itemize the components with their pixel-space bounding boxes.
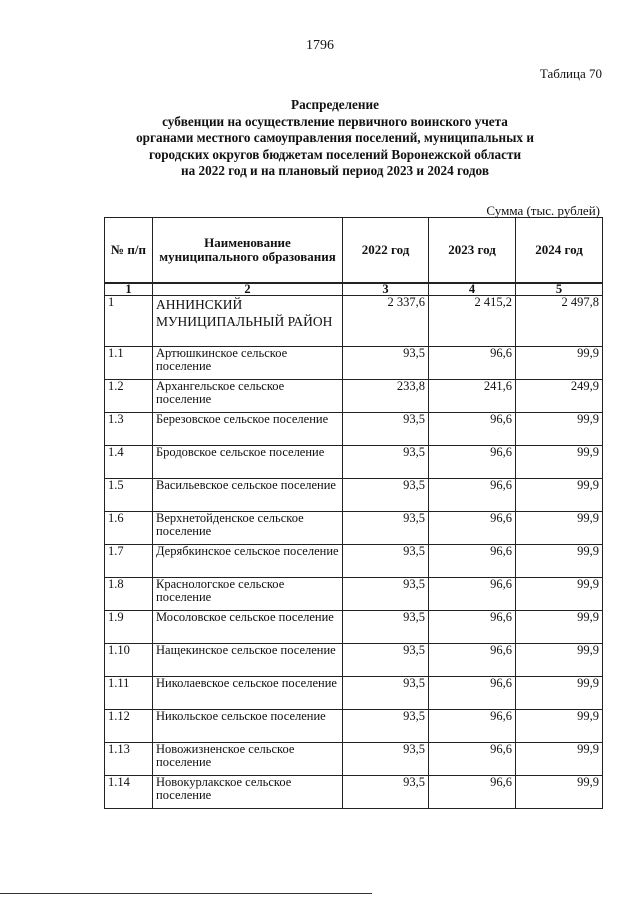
row-number: 1.10 (105, 644, 153, 677)
settlement-name: Верхнетойденское сельское поселение (153, 512, 343, 545)
table-row (105, 644, 603, 677)
value-2023: 96,6 (429, 677, 516, 710)
table-row (105, 512, 603, 545)
value-2023: 96,6 (429, 545, 516, 578)
value-2022: 93,5 (343, 347, 429, 380)
settlement-name: Мосоловское сельское поселение (153, 611, 343, 644)
value-2023: 96,6 (429, 446, 516, 479)
settlement-name: Новокурлакское сельское поселение (153, 776, 343, 809)
subvention-table (104, 217, 603, 809)
value-2023: 241,6 (429, 380, 516, 413)
value-2024: 99,9 (516, 347, 603, 380)
value-2022: 2 337,6 (343, 296, 429, 347)
row-number: 1.6 (105, 512, 153, 545)
value-2024: 99,9 (516, 743, 603, 776)
district-row (105, 296, 603, 347)
value-2024: 99,9 (516, 512, 603, 545)
table-row (105, 413, 603, 446)
settlement-name: Архангельское сельское поселение (153, 380, 343, 413)
value-2023: 96,6 (429, 512, 516, 545)
row-number: 1 (105, 296, 153, 347)
document-title (100, 97, 570, 180)
table-row (105, 578, 603, 611)
title-line: городских округов бюджетам поселений Воронежской области (148, 146, 522, 162)
footnote-separator (0, 893, 372, 894)
value-2024: 99,9 (516, 479, 603, 512)
settlement-name: Краснологское сельское поселение (153, 578, 343, 611)
header-2023: 2023 год (429, 218, 516, 284)
row-number: 1.13 (105, 743, 153, 776)
value-2023: 96,6 (429, 611, 516, 644)
column-number: 1 (105, 283, 153, 296)
header-2024: 2024 год (516, 218, 603, 284)
value-2022: 93,5 (343, 479, 429, 512)
value-2024: 99,9 (516, 611, 603, 644)
value-2023: 96,6 (429, 479, 516, 512)
title-line: Распределение (291, 97, 379, 112)
table-header-row (105, 218, 603, 284)
table-row (105, 545, 603, 578)
settlement-name: Дерябкинское сельское поселение (153, 545, 343, 578)
column-number: 2 (153, 283, 343, 296)
row-number: 1.7 (105, 545, 153, 578)
table-row (105, 479, 603, 512)
value-2023: 96,6 (429, 644, 516, 677)
settlement-name: Нащекинское сельское поселение (153, 644, 343, 677)
value-2022: 93,5 (343, 545, 429, 578)
value-2022: 93,5 (343, 512, 429, 545)
value-2024: 99,9 (516, 710, 603, 743)
value-2022: 93,5 (343, 743, 429, 776)
value-2023: 96,6 (429, 710, 516, 743)
row-number: 1.1 (105, 347, 153, 380)
settlement-name: Бродовское сельское поселение (153, 446, 343, 479)
table-row (105, 446, 603, 479)
value-2022: 93,5 (343, 677, 429, 710)
value-2024: 99,9 (516, 578, 603, 611)
column-number: 4 (429, 283, 516, 296)
value-2022: 93,5 (343, 710, 429, 743)
value-2023: 96,6 (429, 578, 516, 611)
value-2024: 99,9 (516, 413, 603, 446)
table-row (105, 776, 603, 809)
table-row (105, 677, 603, 710)
row-number: 1.5 (105, 479, 153, 512)
row-number: 1.14 (105, 776, 153, 809)
row-number: 1.8 (105, 578, 153, 611)
header-num: № п/п (105, 218, 153, 284)
value-2023: 2 415,2 (429, 296, 516, 347)
district-name: АННИНСКИЙ МУНИЦИПАЛЬНЫЙ РАЙОН (153, 296, 343, 347)
column-number: 5 (516, 283, 603, 296)
header-2022: 2022 год (343, 218, 429, 284)
table-row (105, 347, 603, 380)
settlement-name: Березовское сельское поселение (153, 413, 343, 446)
title-line: органами местного самоуправления поселений, муниципальных и (136, 130, 534, 145)
value-2023: 96,6 (429, 776, 516, 809)
settlement-name: Васильевское сельское поселение (153, 479, 343, 512)
value-2023: 96,6 (429, 347, 516, 380)
settlement-name: Новожизненское сельское поселение (153, 743, 343, 776)
title-line: на 2022 год и на плановый период 2023 и 2024 годов (181, 163, 489, 178)
value-2023: 96,6 (429, 413, 516, 446)
row-number: 1.3 (105, 413, 153, 446)
value-2024: 99,9 (516, 776, 603, 809)
table-row (105, 380, 603, 413)
table-row (105, 743, 603, 776)
table-row (105, 710, 603, 743)
settlement-name: Артюшкинское сельское поселение (153, 347, 343, 380)
table-row (105, 611, 603, 644)
row-number: 1.11 (105, 677, 153, 710)
value-2024: 99,9 (516, 644, 603, 677)
sum-units-label: Сумма (тыс. рублей) (486, 203, 600, 218)
row-number: 1.2 (105, 380, 153, 413)
settlement-name: Николаевское сельское поселение (153, 677, 343, 710)
value-2022: 93,5 (343, 413, 429, 446)
value-2022: 93,5 (343, 644, 429, 677)
value-2024: 249,9 (516, 380, 603, 413)
value-2024: 99,9 (516, 545, 603, 578)
value-2022: 93,5 (343, 446, 429, 479)
column-numbers-row (105, 283, 603, 296)
value-2022: 93,5 (343, 776, 429, 809)
header-name: Наименование муниципального образования (153, 218, 343, 284)
value-2022: 93,5 (343, 578, 429, 611)
table-label: Таблица 70 (539, 66, 602, 81)
row-number: 1.9 (105, 611, 153, 644)
row-number: 1.4 (105, 446, 153, 479)
value-2022: 93,5 (343, 611, 429, 644)
column-number: 3 (343, 283, 429, 296)
row-number: 1.12 (105, 710, 153, 743)
value-2022: 233,8 (343, 380, 429, 413)
value-2024: 2 497,8 (516, 296, 603, 347)
value-2024: 99,9 (516, 677, 603, 710)
value-2023: 96,6 (429, 743, 516, 776)
settlement-name: Никольское сельское поселение (153, 710, 343, 743)
value-2024: 99,9 (516, 446, 603, 479)
page-number: 1796 (306, 38, 334, 53)
title-line: субвенции на осуществление первичного воинского учета (162, 113, 508, 129)
